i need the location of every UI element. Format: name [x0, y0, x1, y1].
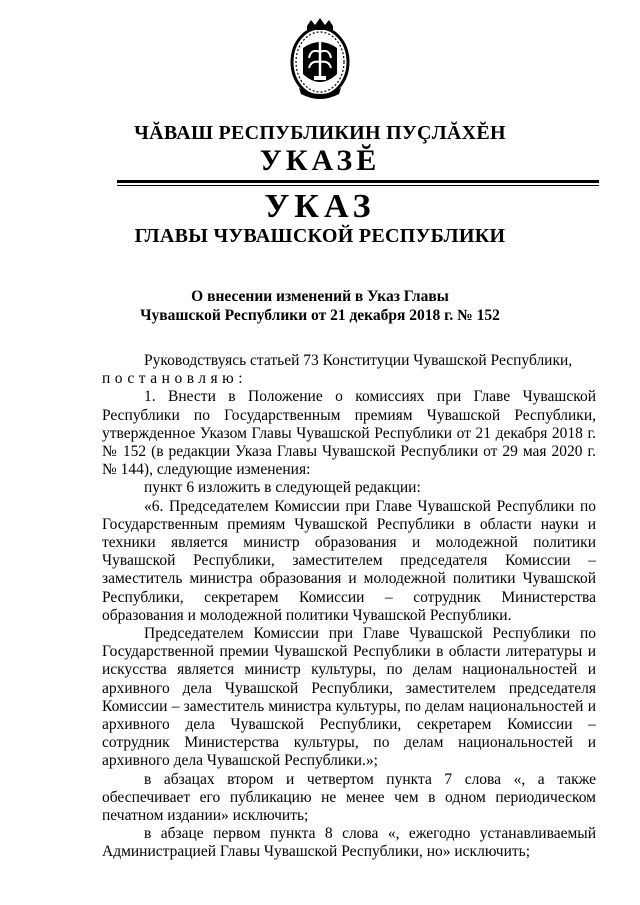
paragraph-4: Председателем Комиссии при Главе Чувашской Республики по Государственной премии Чувашской Республики в области литературы и искусства является министр культуры, по делам национальностей и архивного дела Чувашской Республики, заместителем председателя Комиссии – заместитель министра культуры, по делам национальностей и архивного дела Чувашской Республики, секретарем Комиссии – сотрудник Министерства культуры, по делам национальностей и архивного дела Чувашской Республики.»;	[102, 625, 596, 770]
header-divider-thick	[117, 180, 599, 183]
document-title-line1: О внесении изменений в Указ Главы	[191, 288, 449, 305]
header-glava: ГЛАВЫ ЧУВАШСКОЙ РЕСПУБЛИКИ	[134, 225, 506, 247]
paragraph-postanovlyayu: постановляю:	[102, 370, 248, 388]
header-chuvash-ukaze: УКАЗĔ	[259, 144, 381, 177]
paragraph-6: в абзаце первом пункта 8 слова «, ежегодно устанавливаемый Администрацией Главы Чувашской Республики, но» исключить;	[102, 825, 596, 861]
coat-of-arms-emblem	[289, 18, 351, 102]
document-title-line2: Чувашской Республики от 21 декабря 2018 г. № 152	[140, 307, 500, 324]
header-ukaz: УКАЗ	[264, 188, 376, 225]
paragraph-5: в абзацах втором и четвертом пункта 7 слова «, а также обеспечивает его публикацию не менее чем в одном периодическом печатном издании» исключить;	[102, 770, 596, 825]
header-divider-thin	[117, 185, 599, 186]
document-body	[102, 352, 596, 862]
document-title	[0, 287, 640, 325]
paragraph-2: пункт 6 изложить в следующей редакции:	[144, 479, 421, 497]
paragraph-3: «6. Председателем Комиссии при Главе Чувашской Республики по Государственным премиям Чувашской Республики в области науки и техники является министр образования и молодежной политики Чувашской Республики, заместителем председателя Комиссии – заместитель министра образования и молодежной политики Чувашской Республики, секретарем Комиссии – сотрудник Министерства образования и молодежной политики Чувашской Республики.	[102, 497, 596, 624]
paragraph-intro: Руководствуясь статьей 73 Конституции Чувашской Республики,	[144, 352, 573, 369]
paragraph-1: 1. Внести в Положение о комиссиях при Главе Чувашской Республики по Государственным премиям Чувашской Республики, утвержденное Указом Главы Чувашской Республики от 21 декабря 2018 г. № 152 (в редакции Указа Главы Чувашской Республики от 29 мая 2020 г. № 144), следующие изменения:	[102, 388, 596, 479]
header-chuvash-line: ЧĂВАШ РЕСПУБЛИКИН ПУÇЛĂХĔН	[134, 122, 506, 144]
